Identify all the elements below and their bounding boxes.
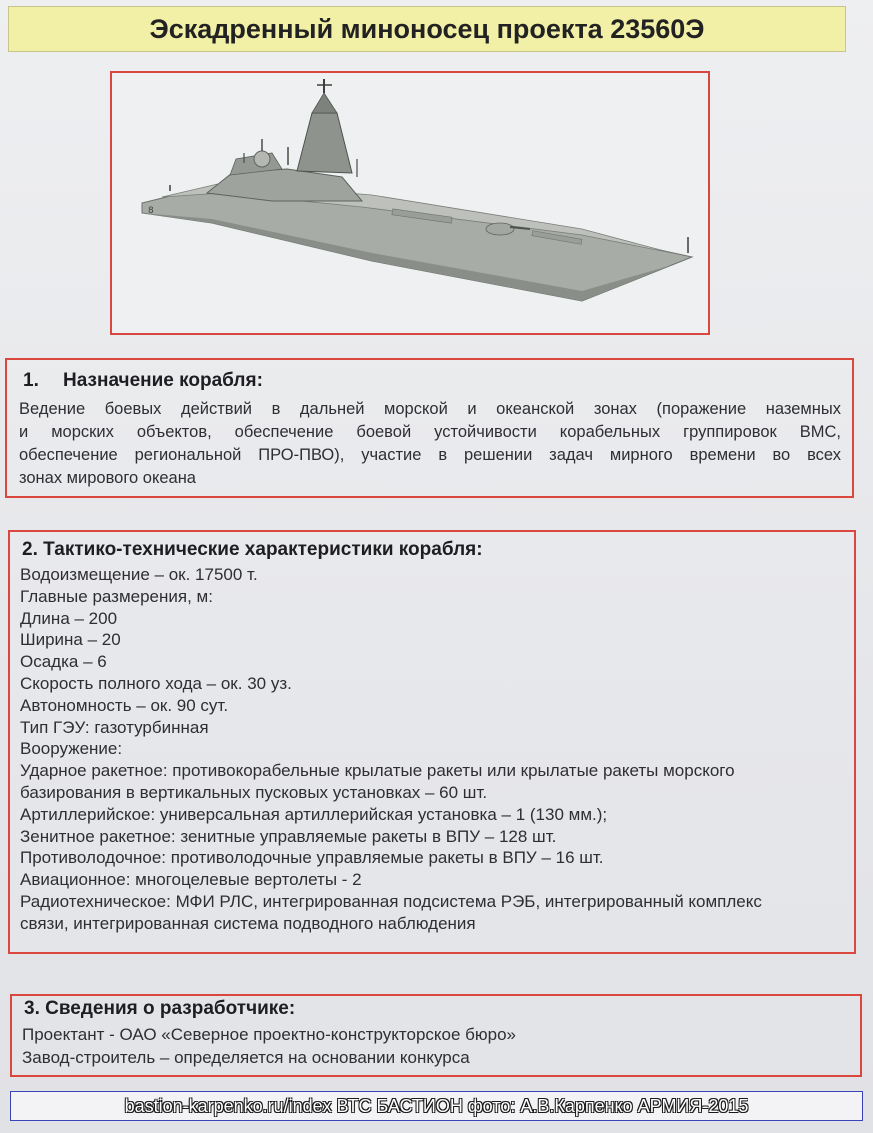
spec-artillery: Артиллерийское: универсальная артиллерийская установка – 1 (130 мм.); [20, 804, 608, 824]
spec-speed: Скорость полного хода – ок. 30 уз. [20, 673, 292, 693]
spec-armament-label: Вооружение: [20, 739, 123, 759]
section-1-heading: Назначение корабля: [63, 370, 263, 391]
spec-length: Длина – 200 [20, 608, 118, 628]
section-developer [10, 994, 862, 1077]
ship-image-frame [110, 71, 710, 335]
spec-anti-submarine: Противолодочное: противолодочные управляемые ракеты в ВПУ – 16 шт. [20, 848, 604, 868]
spec-draft: Осадка – 6 [20, 652, 107, 672]
spec-air-defense: Зенитное ракетное: зенитные управляемые ракеты в ВПУ – 128 шт. [20, 826, 557, 846]
photo-credit-caption: bastion-karpenko.ru/index ВТС БАСТИОН фото: А.В.Карпенко АРМИЯ-2015 [10, 1091, 863, 1121]
purpose-line: Ведение боевых действий в дальней морской и океанской зонах (поражение наземных [19, 400, 841, 418]
section-purpose [5, 358, 854, 498]
section-specs [8, 530, 856, 954]
purpose-line: зонах мирового океана [19, 469, 196, 487]
poster-title: Эскадренный миноносец проекта 23560Э [8, 6, 846, 52]
spec-dimensions-label: Главные размерения, м: [20, 586, 213, 606]
spec-aviation: Авиационное: многоцелевые вертолеты - 2 [20, 870, 362, 890]
spec-electronics: Радиотехническое: МФИ РЛС, интегрированная подсистема РЭБ, интегрированный комплекс [20, 891, 762, 911]
section-1-number: 1. [23, 370, 39, 391]
specs-list [20, 564, 850, 935]
purpose-paragraph [19, 398, 841, 490]
developer-designer: Проектант - ОАО «Северное проектно-конструкторское бюро» [22, 1025, 517, 1044]
spec-strike-missiles: Ударное ракетное: противокорабельные крылатые ракеты или крылатые ракеты морского [20, 761, 735, 781]
spec-strike-missiles-cont: базирования в вертикальных пусковых установках – 60 шт. [20, 782, 488, 802]
destroyer-illustration [112, 73, 708, 333]
purpose-line: обеспечение региональной ПРО-ПВО), участие в решении задач мирного времени во всех [19, 446, 841, 464]
developer-shipyard: Завод-строитель – определяется на основании конкурса [22, 1048, 470, 1067]
section-3-heading: 3. Сведения о разработчике: [24, 998, 296, 1019]
spec-displacement: Водоизмещение – ок. 17500 т. [20, 565, 258, 584]
spec-powerplant: Тип ГЭУ: газотурбинная [20, 717, 209, 737]
section-2-heading: 2. Тактико-технические характеристики корабля: [22, 539, 483, 560]
developer-list [22, 1023, 516, 1069]
svg-text:8: 8 [148, 206, 154, 216]
spec-beam: Ширина – 20 [20, 630, 121, 650]
spec-electronics-cont: связи, интегрированная система подводного наблюдения [20, 913, 476, 933]
spec-endurance: Автономность – ок. 90 сут. [20, 695, 229, 715]
purpose-line: и морских объектов, обеспечение боевой устойчивости корабельных группировок ВМС, [19, 423, 841, 441]
